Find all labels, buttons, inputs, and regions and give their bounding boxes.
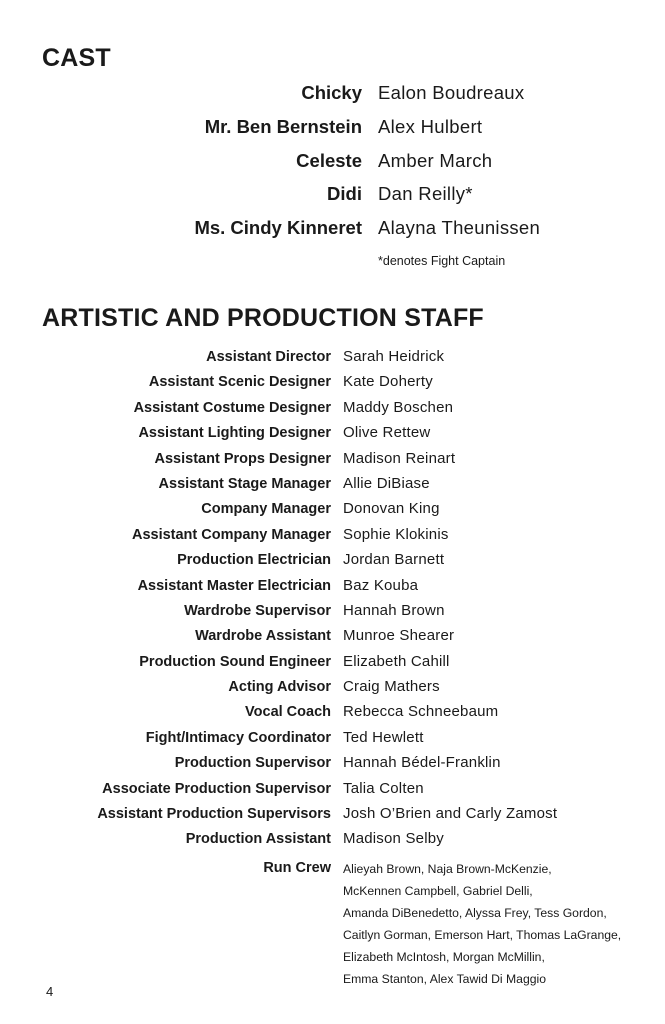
run-crew-line: Alieyah Brown, Naja Brown-McKenzie,	[343, 862, 552, 876]
staff-person: Sophie Klokinis	[343, 525, 449, 543]
staff-person: Sarah Heidrick	[343, 348, 445, 365]
staff-row	[0, 727, 665, 752]
cast-row	[0, 215, 665, 249]
staff-role: Assistant Director	[206, 349, 331, 365]
staff-person: Allie DiBiase	[343, 474, 430, 492]
staff-row	[0, 549, 665, 574]
staff-role: Production Supervisor	[174, 755, 331, 772]
staff-row	[0, 371, 665, 396]
staff-row	[0, 803, 665, 828]
staff-person: Hannah Bédel-Franklin	[343, 754, 501, 772]
cast-actor: Amber March	[378, 149, 493, 171]
staff-role: Assistant Master Electrician	[137, 577, 331, 594]
run-crew-line: McKennen Campbell, Gabriel Delli,	[343, 883, 533, 898]
cast-actor: Alayna Theunissen	[378, 217, 541, 239]
staff-person: Jordan Barnett	[343, 551, 445, 569]
staff-row	[0, 625, 665, 650]
staff-person: Josh O’Brien and Carly Zamost	[343, 805, 558, 823]
staff-row	[0, 828, 665, 853]
staff-person: Madison Reinart	[343, 449, 456, 467]
staff-role: Assistant Lighting Designer	[138, 425, 331, 442]
staff-role: Production Electrician	[177, 552, 331, 569]
cast-actor: Dan Reilly*	[378, 183, 473, 205]
staff-row	[0, 752, 665, 777]
cast-role: Ms. Cindy Kinneret	[194, 217, 362, 239]
cast-row	[0, 181, 665, 215]
staff-role: Acting Advisor	[228, 679, 331, 696]
staff-row	[0, 498, 665, 523]
run-crew-line: Elizabeth McIntosh, Morgan McMillin,	[343, 949, 545, 964]
staff-person: Olive Rettew	[343, 424, 431, 442]
staff-role: Production Assistant	[185, 831, 331, 848]
staff-person: Donovan King	[343, 500, 440, 518]
staff-row	[0, 422, 665, 447]
staff-row	[0, 651, 665, 676]
staff-person: Elizabeth Cahill	[343, 652, 450, 670]
cast-row	[0, 80, 665, 114]
staff-role: Assistant Costume Designer	[133, 399, 331, 416]
run-crew-line: Emma Stanton, Alex Tawid Di Maggio	[343, 971, 546, 986]
staff-row	[0, 575, 665, 600]
staff-row	[0, 448, 665, 473]
staff-person: Munroe Shearer	[343, 627, 455, 645]
staff-role: Assistant Props Designer	[154, 450, 331, 467]
run-crew-line: Caitlyn Gorman, Emerson Hart, Thomas LaGrange,	[343, 927, 622, 942]
staff-role: Assistant Scenic Designer	[148, 374, 331, 391]
staff-row	[0, 397, 665, 422]
cast-row	[0, 148, 665, 182]
staff-person: Ted Hewlett	[343, 728, 424, 746]
cast-role: Chicky	[301, 82, 362, 103]
staff-row	[0, 524, 665, 549]
cast-actor: Alex Hulbert	[378, 115, 483, 137]
staff-person: Maddy Boschen	[343, 398, 454, 416]
staff-role: Production Sound Engineer	[139, 653, 331, 670]
cast-role: Mr. Ben Bernstein	[204, 115, 362, 137]
cast-heading: CAST	[42, 44, 111, 72]
staff-role: Vocal Coach	[245, 704, 331, 721]
staff-role: Assistant Production Supervisors	[97, 806, 331, 823]
cast-actor: Ealon Boudreaux	[378, 82, 525, 103]
staff-role: Fight/Intimacy Coordinator	[145, 729, 331, 746]
cast-role: Didi	[327, 183, 362, 205]
staff-row	[0, 473, 665, 498]
page-number: 4	[46, 984, 54, 999]
cast-list	[0, 80, 665, 249]
staff-role: Assistant Company Manager	[131, 526, 331, 543]
staff-row	[0, 701, 665, 726]
staff-list	[0, 346, 665, 854]
staff-role: Wardrobe Assistant	[195, 628, 331, 645]
staff-role: Company Manager	[201, 501, 331, 518]
run-crew-names	[343, 859, 621, 990]
staff-heading: ARTISTIC AND PRODUCTION STAFF	[42, 304, 484, 332]
run-crew-role: Run Crew	[263, 860, 331, 876]
staff-person: Hannah Brown	[343, 601, 445, 619]
staff-row	[0, 346, 665, 371]
staff-person: Craig Mathers	[343, 678, 440, 696]
cast-row	[0, 114, 665, 148]
run-crew-line: Amanda DiBenedetto, Alyssa Frey, Tess Gordon,	[343, 905, 607, 920]
staff-row	[0, 676, 665, 701]
staff-person: Baz Kouba	[343, 576, 419, 594]
staff-person: Rebecca Schneebaum	[343, 703, 499, 721]
fight-captain-note: *denotes Fight Captain	[378, 254, 506, 268]
cast-role: Celeste	[296, 149, 362, 171]
staff-person: Madison Selby	[343, 830, 444, 848]
staff-row	[0, 600, 665, 625]
staff-role: Assistant Stage Manager	[158, 475, 331, 492]
staff-role: Associate Production Supervisor	[102, 780, 331, 797]
staff-person: Kate Doherty	[343, 373, 433, 391]
staff-row	[0, 778, 665, 803]
staff-role: Wardrobe Supervisor	[184, 602, 331, 619]
staff-person: Talia Colten	[343, 779, 424, 797]
